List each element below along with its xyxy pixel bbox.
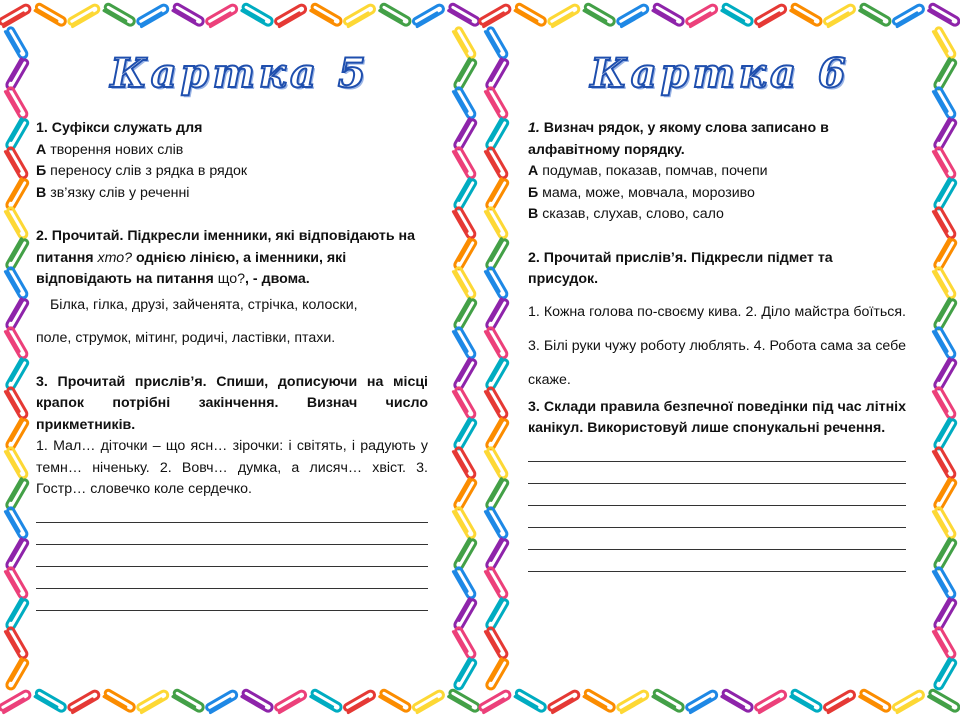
answer-line[interactable] bbox=[528, 462, 906, 484]
task-1-option-b: Б мама, може, мовчала, морозиво bbox=[528, 184, 755, 201]
answer-line[interactable] bbox=[36, 589, 428, 611]
task-3-heading: 3. Прочитай прислів’я. Спиши, дописуючи на місці крапок потрібні закінчення. Визнач число прикметників. bbox=[36, 373, 428, 433]
task-1-option-b: Б переносу слів з рядка в рядок bbox=[36, 163, 248, 179]
answer-line[interactable] bbox=[36, 523, 428, 545]
task-2-heading: 2. Прочитай. Підкресли іменники, які відповідають на питання хто? однією лінією, а іменники, які відповідають на питання що?, - двома. bbox=[36, 228, 415, 287]
task-1-option-c: В зв’язку слів у реченні bbox=[36, 184, 190, 201]
answer-lines bbox=[528, 440, 906, 572]
task-3-text: 1. Мал… діточки – що ясн… зірочки: і світять, і радують у темн… ніченьку. 2. Вовч… думка, а лисяч… хвіст. 3. Гостр… словечко коле сердечко. bbox=[36, 438, 428, 497]
answer-lines bbox=[36, 501, 428, 611]
task-1-heading: 1. Суфікси служать для bbox=[36, 120, 203, 136]
task-1-option-c: В сказав, слухав, слово, сало bbox=[528, 206, 724, 222]
task-1-heading: 1. Визнач рядок, у якому слова записано в алфавітному порядку. bbox=[528, 120, 829, 158]
task-3-heading: 3. Склади правила безпечної поведінки під час літніх канікул. Використовуй лише спонукальні речення. bbox=[528, 398, 906, 436]
answer-line[interactable] bbox=[528, 528, 906, 550]
answer-line[interactable] bbox=[528, 550, 906, 572]
task-2-heading: 2. Прочитай прислів’я. Підкресли підмет та присудок. bbox=[528, 249, 833, 287]
task-1-option-a: А творення нових слів bbox=[36, 141, 184, 158]
card-6-title: Картка 6 bbox=[590, 50, 850, 97]
answer-line[interactable] bbox=[528, 440, 906, 462]
card-6-content bbox=[528, 118, 906, 572]
answer-line[interactable] bbox=[36, 545, 428, 567]
answer-line[interactable] bbox=[36, 501, 428, 523]
task-2-words-line-2: поле, струмок, мітинг, родичі, ластівки, птахи. bbox=[36, 330, 336, 346]
card-5-content bbox=[36, 118, 428, 611]
task-1-option-a: А подумав, показав, помчав, почепи bbox=[528, 163, 768, 179]
task-2-words-line-1: Білка, гілка, друзі, зайченята, стрічка, колоски, bbox=[50, 296, 358, 313]
answer-line[interactable] bbox=[528, 506, 906, 528]
card-5-title: Картка 5 bbox=[110, 50, 370, 97]
answer-line[interactable] bbox=[36, 567, 428, 589]
card-6 bbox=[480, 0, 960, 720]
answer-line[interactable] bbox=[528, 484, 906, 506]
task-2-text: 1. Кожна голова по-своєму кива. 2. Діло майстра боїться. 3. Білі руки чужу роботу люблять. 4. Робота сама за себе скаже. bbox=[528, 303, 906, 388]
